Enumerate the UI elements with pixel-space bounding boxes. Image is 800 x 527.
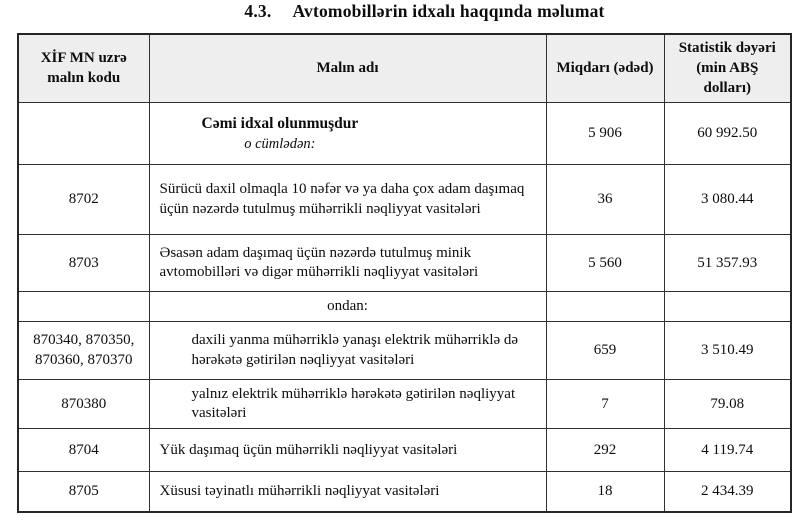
quantity-cell: 5 906 <box>546 103 664 165</box>
value-cell: 2 434.39 <box>664 472 791 512</box>
code-cell: 8703 <box>18 235 149 292</box>
section-number: 4.3. <box>244 1 272 21</box>
name-cell <box>149 103 546 165</box>
section-title-text: Avtomobillərin idxalı haqqında məlumat <box>292 1 605 21</box>
column-header-code: XİF MN uzrə malın kodu <box>18 34 149 103</box>
code-cell: 870340, 870350, 870360, 870370 <box>18 322 149 380</box>
name-cell: Əsasən adam daşımaq üçün nəzərdə tutulmuş minik avtomobilləri və digər mühərrikli nəqliyyat vasitələri <box>149 235 546 292</box>
value-cell: 79.08 <box>664 380 791 429</box>
column-header-quantity: Miqdarı (ədəd) <box>546 34 664 103</box>
name-cell: yalnız elektrik mühərriklə hərəkətə gətirilən nəqliyyat vasitələri <box>149 380 546 429</box>
imports-table <box>17 33 792 513</box>
value-cell: 3 080.44 <box>664 165 791 235</box>
value-cell: 51 357.93 <box>664 235 791 292</box>
section-label: ondan: <box>149 292 546 322</box>
value-cell: 3 510.49 <box>664 322 791 380</box>
table-header-row <box>18 34 791 103</box>
quantity-cell: 36 <box>546 165 664 235</box>
total-subnote: o cümlədən: <box>244 135 316 152</box>
table-row <box>18 322 791 380</box>
name-cell: Sürücü daxil olmaqla 10 nəfər və ya daha çox adam daşımaq üçün nəzərdə tutulmuş mühərrikli nəqliyyat vasitələri <box>149 165 546 235</box>
code-cell: 870380 <box>18 380 149 429</box>
value-cell <box>664 292 791 322</box>
table-row <box>18 165 791 235</box>
table-row <box>18 472 791 512</box>
table-row <box>18 235 791 292</box>
total-label-group <box>202 114 359 154</box>
quantity-cell <box>546 292 664 322</box>
table-row-section <box>18 292 791 322</box>
name-cell: Xüsusi təyinatlı mühərrikli nəqliyyat vasitələri <box>149 472 546 512</box>
column-header-name: Malın adı <box>149 34 546 103</box>
code-cell: 8702 <box>18 165 149 235</box>
quantity-cell: 18 <box>546 472 664 512</box>
quantity-cell: 659 <box>546 322 664 380</box>
code-cell <box>18 292 149 322</box>
value-cell: 4 119.74 <box>664 429 791 472</box>
total-label: Cəmi idxal olunmuşdur <box>201 115 359 132</box>
table-row <box>18 429 791 472</box>
quantity-cell: 5 560 <box>546 235 664 292</box>
code-cell: 8704 <box>18 429 149 472</box>
name-cell: daxili yanma mühərriklə yanaşı elektrik mühərriklə də hərəkətə gətirilən nəqliyyat vasitələri <box>149 322 546 380</box>
code-cell: 8705 <box>18 472 149 512</box>
quantity-cell: 7 <box>546 380 664 429</box>
code-cell <box>18 103 149 165</box>
column-header-value: Statistik dəyəri (min ABŞ dolları) <box>664 34 791 103</box>
table-row-total <box>18 103 791 165</box>
value-cell: 60 992.50 <box>664 103 791 165</box>
quantity-cell: 292 <box>546 429 664 472</box>
name-cell: Yük daşımaq üçün mühərrikli nəqliyyat vasitələri <box>149 429 546 472</box>
section-title <box>17 1 790 22</box>
table-row <box>18 380 791 429</box>
